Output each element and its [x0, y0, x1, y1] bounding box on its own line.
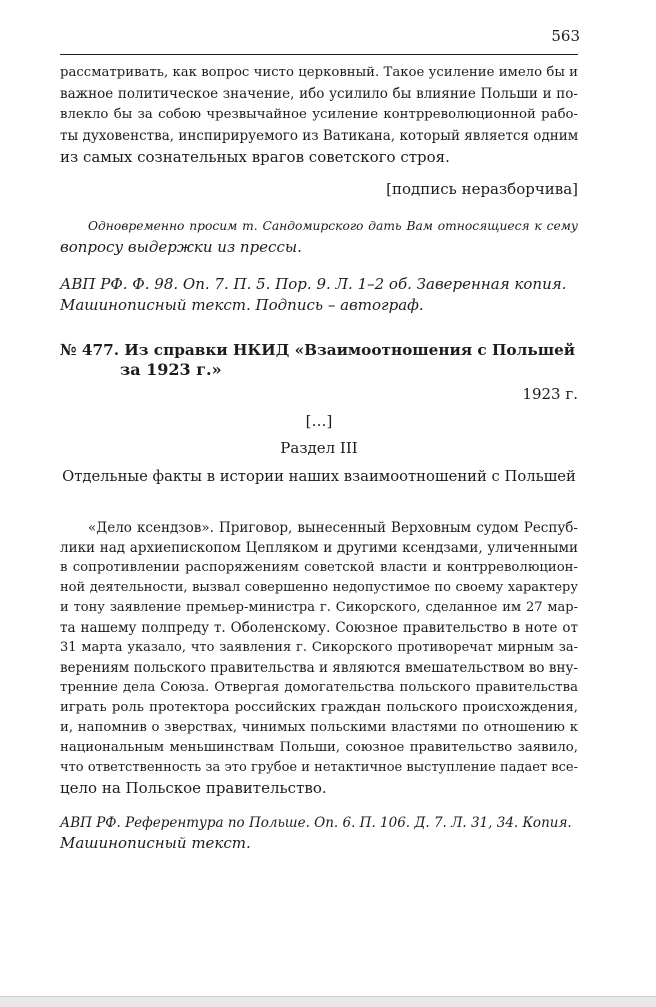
text-line: рассматривать, как вопрос чисто церковный. Такое усиление имело бы и: [60, 65, 578, 80]
document-date: 1923 г.: [522, 385, 578, 403]
text-line: 31 марта указало, что заявления г. Сикорского противоречат мирным за-: [60, 640, 578, 655]
text-line: АВП РФ. Ф. 98. Оп. 7. П. 5. Пор. 9. Л. 1–2 об. Заверенная копия.: [60, 275, 567, 293]
text-line: верениям польского правительства и являются вмешательством во вну-: [60, 660, 578, 676]
text-line: цело на Польское правительство.: [60, 779, 327, 797]
ellipsis-marker: […]: [305, 412, 333, 430]
text-line: играть роль протектора российских граждан польского происхождения,: [60, 700, 578, 715]
section-title: Раздел III: [280, 439, 358, 457]
text-line: ной деятельности, вызвал совершенно недопустимое по своему характеру: [60, 580, 578, 595]
text-line: вопросу выдержки из прессы.: [60, 238, 302, 256]
text-line: ты духовенства, инспирируемого из Ватикана, который является одним: [60, 128, 579, 144]
heading-line: № 477. Из справки НКИД «Взаимоотношения с Польшей: [60, 341, 576, 359]
text-line: АВП РФ. Референтура по Польше. Оп. 6. П. 106. Д. 7. Л. 31, 34. Копия.: [60, 815, 572, 831]
text-line: и тону заявление премьер-министра г. Сикорского, сделанное им 27 мар-: [60, 600, 578, 615]
text-line: лики над архиепископом Цепляком и другими ксендзами, уличенными: [60, 540, 578, 556]
text-line: в сопротивлении распоряжениям советской власти и контрреволюцион-: [60, 560, 578, 575]
text-line: важное политическое значение, ибо усилило бы влияние Польши и по-: [60, 86, 578, 102]
text-line: Машинописный текст.: [60, 834, 251, 852]
page-number: 563: [551, 27, 580, 45]
text-line: Одновременно просим т. Сандомирского дать Вам относящиеся к сему: [88, 219, 578, 233]
text-line: тренние дела Союза. Отвергая домогательства польского правительства: [60, 680, 578, 695]
text-line: «Дело ксендзов». Приговор, вынесенный Верховным судом Респуб-: [88, 520, 578, 536]
heading-line: за 1923 г.»: [120, 360, 222, 379]
signature-note: [подпись неразборчива]: [386, 180, 578, 198]
text-line: влекло бы за собою чрезвычайное усиление контрреволюционной рабо-: [60, 107, 578, 122]
text-line: из самых сознательных врагов советского строя.: [60, 148, 450, 166]
text-line: национальным меньшинствам Польши, союзное правительство заявило,: [60, 740, 578, 755]
text-line: и, напомнив о зверствах, чинимых польскими властями по отношению к: [60, 720, 578, 735]
text-line: та нашему полпреду т. Оболенскому. Союзное правительство в ноте от: [60, 620, 578, 636]
header-rule: [60, 54, 578, 55]
page-bottom-edge: [0, 996, 656, 1007]
section-subtitle: Отдельные факты в истории наших взаимоотношений с Польшей: [62, 468, 576, 485]
text-line: Машинописный текст. Подпись – автограф.: [60, 296, 424, 314]
text-line: что ответственность за это грубое и нетактичное выступление падает все-: [60, 760, 578, 775]
